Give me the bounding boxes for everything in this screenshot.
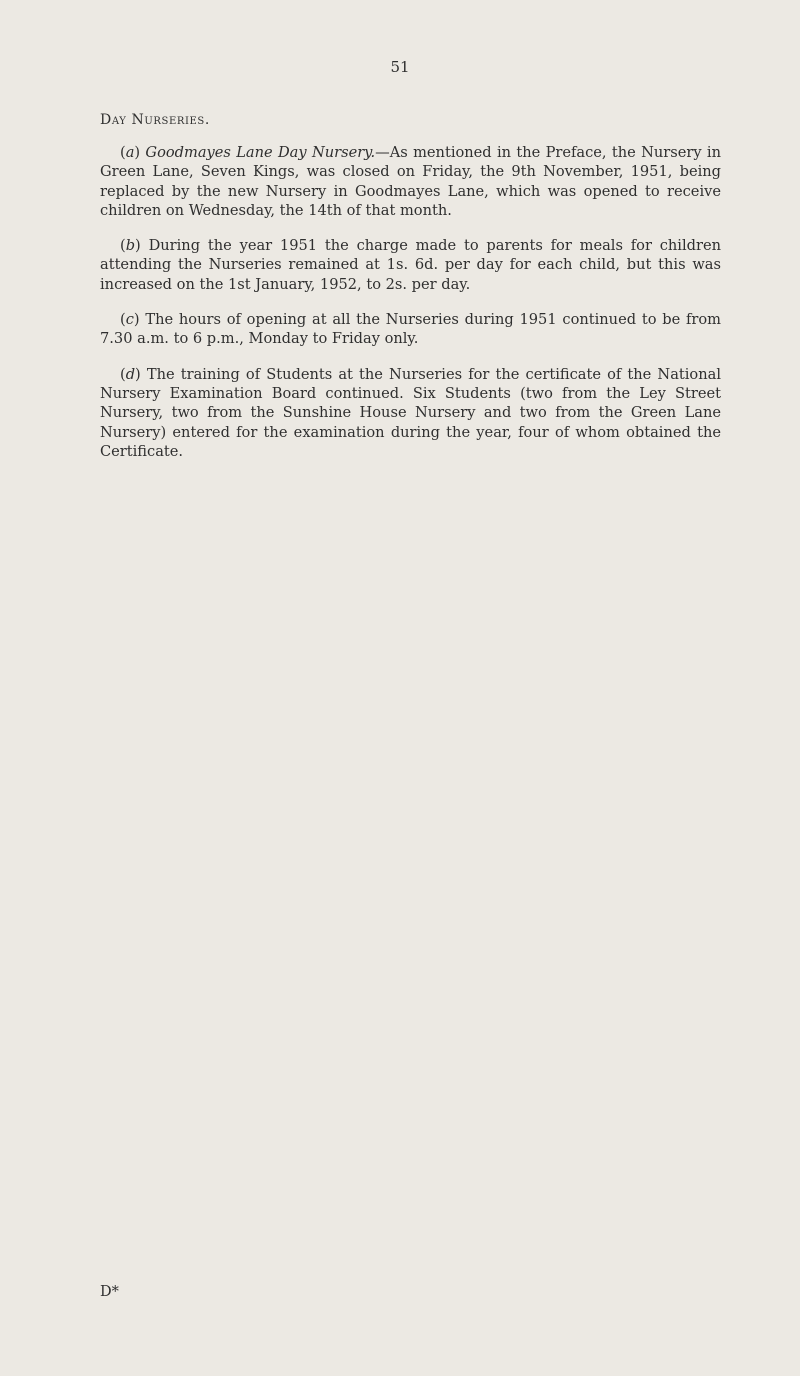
paragraph-b: (b) During the year 1951 the charge made to parents for meals for children attending the Nurseries remained at 1s. 6d. per day for each child, but this was increased on the 1st January, 1952, to 2s. per day. [100,237,721,293]
footer-signature-mark: D* [100,1284,119,1300]
paragraph-a-title: Goodmayes Lane Day Nursery. [145,144,376,161]
paragraph-a-label: a [125,144,135,161]
paragraph-d: (d) The training of Students at the Nurseries for the certificate of the National Nursery Examination Board continued. Six Students (two from the Ley Street Nursery, two from the Sunshine House Nursery and two from the Green Lane Nursery) entered for the examination during the year, four of whom obtained the Certificate. [100,365,721,460]
paragraph-a: (a) Goodmayes Lane Day Nursery.—As mentioned in the Preface, the Nursery in Green Lane, Seven Kings, was closed on Friday, the 9th November, 1951, being replaced by the new Nursery in Goodmayes Lane, which was opened to receive children on Wednesday, the 14th of that month. [100,144,721,219]
paragraph-b-text: During the year 1951 the charge made to parents for meals for children attending the Nurseries remained at 1s. 6d. per day for each child, but this was increased on the 1st January, 1952, to 2s. per day. [100,237,721,293]
paragraph-c-text: The hours of opening at all the Nurseries during 1951 continued to be from 7.30 a.m. to 6 p.m., Monday to Friday only. [100,311,721,348]
page-number: 51 [390,58,410,76]
paragraph-b-label: b [125,237,136,255]
section-heading: Day Nurseries. [100,112,210,128]
document-body [100,112,721,477]
paragraph-c: (c) The hours of opening at all the Nurseries during 1951 continued to be from 7.30 a.m. to 6 p.m., Monday to Friday only. [100,311,721,348]
paragraph-c-label: c [125,311,134,329]
paragraph-d-text: The training of Students at the Nurseries for the certificate of the National Nursery Examination Board continued. Six Students (two from the Ley Street Nursery, two from the Sunshine House Nursery and two from the Green Lane Nursery) entered for the examination during the year, four of whom obtained the Certificate. [100,365,721,460]
paragraph-d-label: d [125,365,136,383]
paragraph-a-text: —As mentioned in the Preface, the Nursery in Green Lane, Seven Kings, was closed on Friday, the 9th November, 1951, being replaced by the new Nursery in Goodmayes Lane, which was opened to receive children on Wednesday, the 14th of that month. [100,144,721,219]
